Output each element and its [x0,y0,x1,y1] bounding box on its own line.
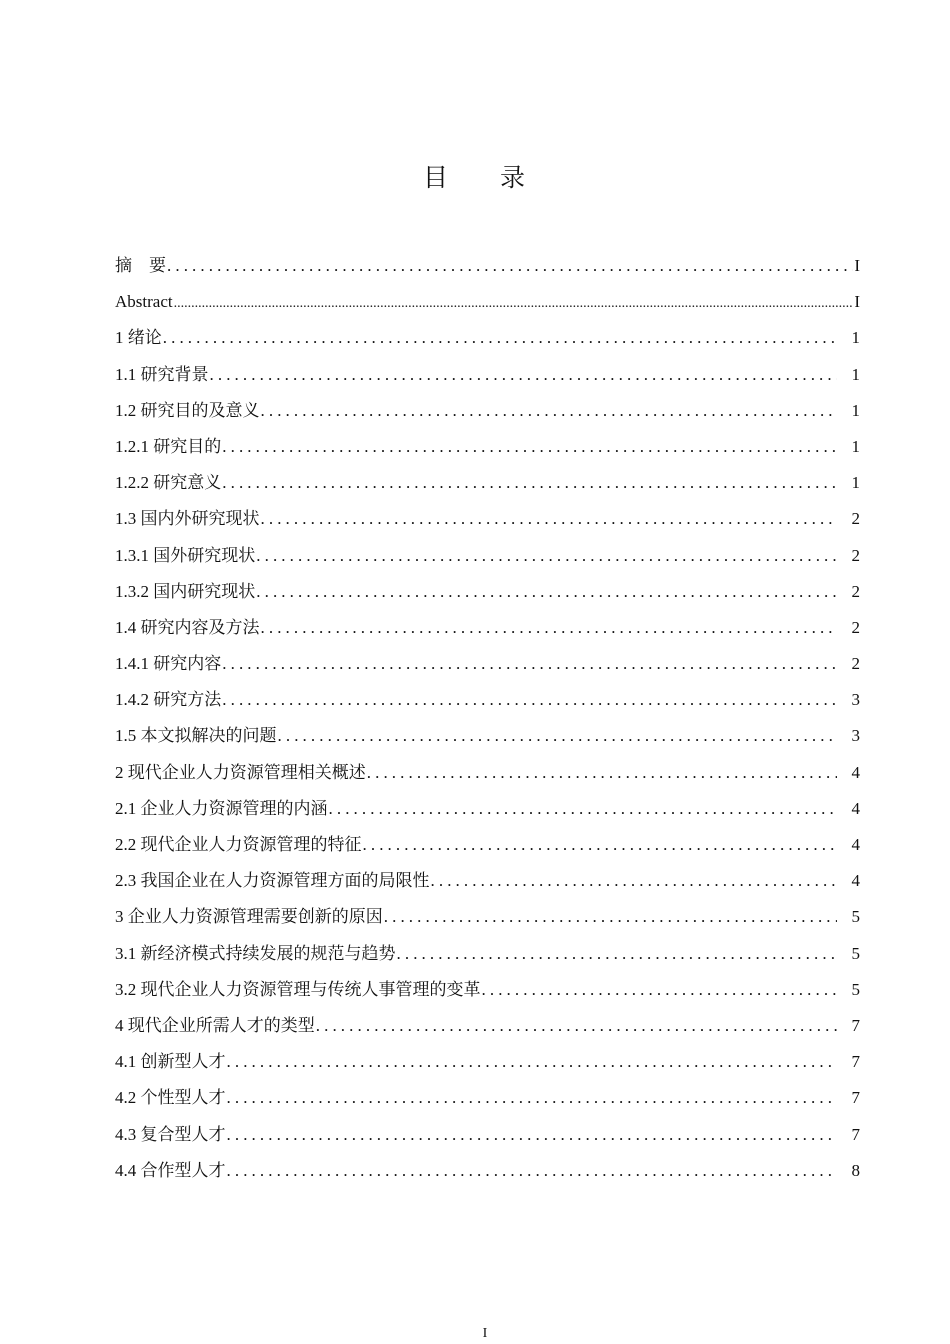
toc-entry[interactable] [115,1044,860,1080]
toc-entry-label: 1.4.1 研究内容 [115,654,222,674]
toc-entry-page-number: 8 [851,1160,860,1180]
toc-dot-leader [397,936,838,972]
toc-entry-page-number: 7 [851,1124,860,1144]
toc-entry-page-number: 2 [851,509,860,529]
toc-dot-leader [227,1153,838,1189]
toc-entry[interactable] [115,718,860,754]
toc-entry[interactable] [115,320,860,356]
toc-entry-page-number: 1 [851,328,860,348]
toc-entry[interactable] [115,899,860,935]
toc-entry[interactable] [115,284,860,320]
toc-entry[interactable] [115,936,860,972]
toc-entry-page-number: 1 [851,473,860,493]
toc-entry-page-number: I [854,292,860,312]
toc-entry-page-number: 2 [851,581,860,601]
toc-entry-label: 1.2.1 研究目的 [115,436,222,456]
toc-entry-label: 1 绪论 [115,328,162,348]
toc-entry-label: 3.1 新经济模式持续发展的规范与趋势 [115,943,396,963]
toc-entry-label: 3.2 现代企业人力资源管理与传统人事管理的变革 [115,979,481,999]
toc-entry-label: 2.1 企业人力资源管理的内涵 [115,798,328,818]
page-title: 目 录 [423,163,547,192]
toc-entry[interactable] [115,538,860,574]
toc-dot-leader [222,646,837,682]
toc-entry[interactable] [115,682,860,718]
toc-dot-leader [222,429,837,465]
toc-entry-page-number: I [854,256,860,275]
toc-entry-label: 1.5 本文拟解决的问题 [115,726,277,746]
toc-entry[interactable] [115,574,860,610]
toc-entry[interactable] [115,501,860,537]
toc-entry-label: 1.2.2 研究意义 [115,473,222,493]
toc-entry[interactable] [115,972,860,1008]
toc-entry[interactable] [115,429,860,465]
toc-entry-label: 1.4 研究内容及方法 [115,617,260,637]
toc-entry-page-number: 1 [851,364,860,384]
toc-entry[interactable] [115,646,860,682]
toc-entry-page-number: 2 [851,545,860,565]
toc-dot-leader [222,465,837,501]
toc-entry-page-number: 4 [851,835,860,854]
toc-entry-page-number: 2 [851,617,860,637]
toc-entry-label: 1.2 研究目的及意义 [115,400,260,420]
toc-entry-page-number: 4 [851,871,860,891]
toc-entry[interactable] [115,1153,860,1189]
toc-entry-page-number: 3 [851,726,860,746]
toc-entry-label: 4.3 复合型人才 [115,1124,226,1144]
toc-entry[interactable] [115,357,860,393]
toc-entry-label: Abstract [115,292,173,312]
toc-dot-leader [227,1117,838,1153]
toc-entry[interactable] [115,1008,860,1044]
toc-entry-label: 4.1 创新型人才 [115,1052,226,1072]
toc-entry[interactable] [115,863,860,899]
toc-entry-page-number: 1 [851,436,860,456]
toc-entry-label: 1.3.2 国内研究现状 [115,581,256,601]
toc-dot-leader [210,357,838,393]
toc-dot-leader [367,755,837,791]
toc-entry-page-number: 1 [851,400,860,420]
toc-entry[interactable] [115,791,860,827]
toc-dot-leader [167,248,853,284]
toc-dot-leader [261,501,838,537]
toc-entry-label: 1.3 国内外研究现状 [115,509,260,529]
toc-entry[interactable] [115,248,860,284]
toc-entry-page-number: 7 [851,1088,860,1108]
toc-entry-page-number: 4 [851,798,860,818]
toc-entry-label: 4.2 个性型人才 [115,1088,226,1108]
toc-dot-leader [431,863,838,899]
toc-dot-leader [222,682,837,718]
toc-entry-label: 1.4.2 研究方法 [115,690,222,710]
toc-dot-leader [174,286,854,322]
toc-dot-leader [163,320,837,356]
toc-dot-leader [261,610,838,646]
toc-dot-leader [329,791,838,827]
toc-entry-label: 4.4 合作型人才 [115,1160,226,1180]
toc-dot-leader [384,899,837,935]
toc-dot-leader [316,1008,837,1044]
table-of-contents [115,248,860,1189]
toc-entry-label: 摘 要 [115,256,166,275]
toc-entry-page-number: 3 [851,690,860,710]
toc-entry[interactable] [115,393,860,429]
toc-entry[interactable] [115,755,860,791]
toc-entry-label: 2 现代企业人力资源管理相关概述 [115,762,366,782]
toc-dot-leader [227,1044,838,1080]
toc-entry[interactable] [115,610,860,646]
toc-entry[interactable] [115,827,860,863]
toc-entry-page-number: 5 [851,907,860,927]
page-footer-number: I [482,1326,488,1341]
toc-entry-label: 1.1 研究背景 [115,364,209,384]
toc-entry-page-number: 5 [851,979,860,999]
toc-entry[interactable] [115,1080,860,1116]
toc-entry-page-number: 5 [851,943,860,963]
toc-dot-leader [227,1080,838,1116]
toc-entry-label: 2.3 我国企业在人力资源管理方面的局限性 [115,871,430,891]
toc-entry-label: 2.2 现代企业人力资源管理的特征 [115,835,362,854]
toc-dot-leader [363,827,838,863]
toc-entry-page-number: 7 [851,1015,860,1035]
toc-entry-label: 3 企业人力资源管理需要创新的原因 [115,907,383,927]
toc-entry-label: 1.3.1 国外研究现状 [115,545,256,565]
toc-entry-page-number: 2 [851,654,860,674]
toc-dot-leader [256,574,837,610]
toc-dot-leader [278,718,838,754]
toc-dot-leader [482,972,838,1008]
toc-entry[interactable] [115,465,860,501]
toc-dot-leader [261,393,838,429]
toc-entry-label: 4 现代企业所需人才的类型 [115,1015,315,1035]
toc-dot-leader [256,538,837,574]
toc-entry[interactable] [115,1117,860,1153]
toc-entry-page-number: 4 [851,762,860,782]
toc-entry-page-number: 7 [851,1052,860,1072]
